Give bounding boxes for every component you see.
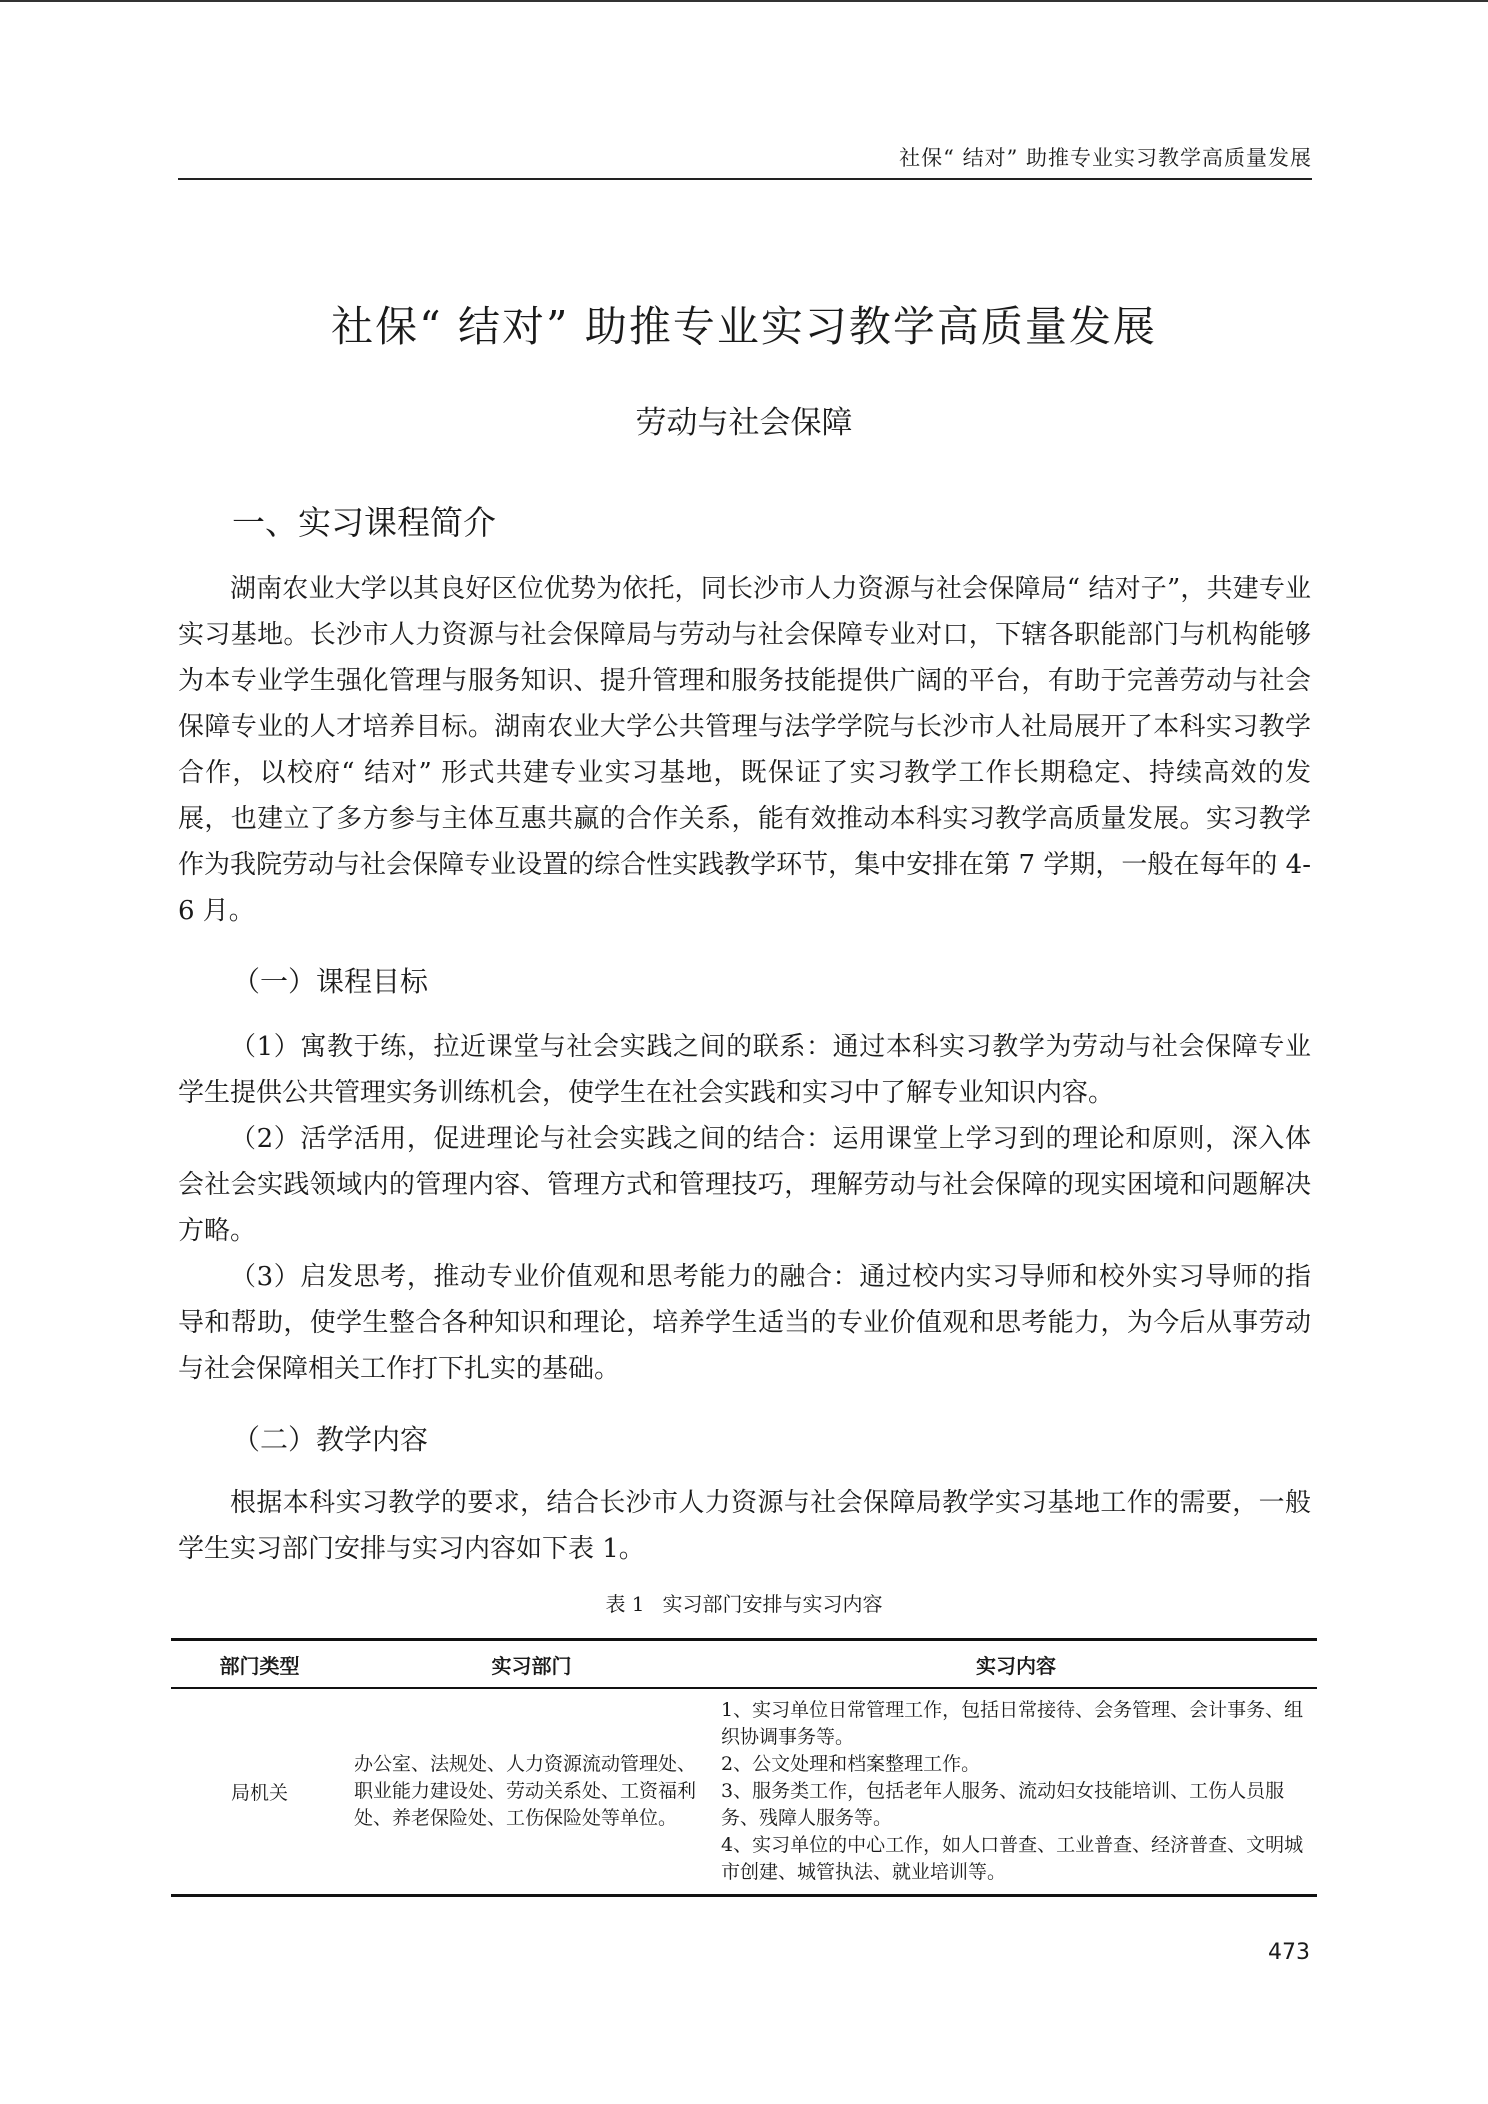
section-heading-intro: 一、实习课程简介 bbox=[232, 503, 496, 542]
table-header-row bbox=[171, 1640, 1317, 1689]
content-item: 2、公文处理和档案整理工作。 bbox=[721, 1753, 981, 1775]
column-header-content: 实习内容 bbox=[715, 1640, 1317, 1689]
subsection-heading-goals: （一）课程目标 bbox=[232, 965, 429, 998]
running-header: 社保“ 结对” 助推专业实习教学高质量发展 bbox=[178, 142, 1312, 180]
table-row bbox=[171, 1688, 1317, 1896]
goal-paragraph: （3）启发思考，推动专业价值观和思考能力的融合：通过校内实习导师和校外实习导师的指导和帮助，使学生整合各种知识和理论，培养学生适当的专业价值观和思考能力，为今后从事劳动与社会保障相关工作打下扎实的基础。 bbox=[178, 1262, 1311, 1384]
cell-department-type: 局机关 bbox=[230, 1782, 288, 1804]
page-title: 社保“ 结对” 助推专业实习教学高质量发展 bbox=[331, 302, 1157, 351]
cell-departments: 办公室、法规处、人力资源流动管理处、职业能力建设处、劳动关系处、工资福利处、养老保险处、工伤保险处等单位。 bbox=[354, 1753, 697, 1829]
table-caption-number: 表 1 bbox=[605, 1592, 645, 1616]
content-item: 4、实习单位的中心工作，如人口普查、工业普查、经济普查、文明城市创建、城管执法、就业培训等。 bbox=[721, 1834, 1304, 1883]
goal-paragraph: （2）活学活用，促进理论与社会实践之间的结合：运用课堂上学习到的理论和原则，深入体会社会实践领域内的管理内容、管理方式和管理技巧，理解劳动与社会保障的现实困境和问题解决方略。 bbox=[178, 1124, 1311, 1246]
subsection-heading-content: （二）教学内容 bbox=[232, 1423, 429, 1456]
content-paragraph: 根据本科实习教学的要求，结合长沙市人力资源与社会保障局教学实习基地工作的需要，一般学生实习部门安排与实习内容如下表 1。 bbox=[178, 1488, 1311, 1564]
page-subtitle: 劳动与社会保障 bbox=[635, 405, 853, 441]
table-caption-text: 实习部门安排与实习内容 bbox=[662, 1592, 883, 1616]
content-item: 1、实习单位日常管理工作，包括日常接待、会务管理、会计事务、组织协调事务等。 bbox=[721, 1699, 1304, 1748]
column-header-department: 实习部门 bbox=[348, 1640, 715, 1689]
cell-content bbox=[715, 1688, 1317, 1896]
column-header-type: 部门类型 bbox=[171, 1640, 348, 1689]
goal-paragraph: （1）寓教于练，拉近课堂与社会实践之间的联系：通过本科实习教学为劳动与社会保障专业学生提供公共管理实务训练机会，使学生在社会实践和实习中了解专业知识内容。 bbox=[178, 1032, 1311, 1108]
intro-paragraph: 湖南农业大学以其良好区位优势为依托，同长沙市人力资源与社会保障局“ 结对子”，共建专业实习基地。长沙市人力资源与社会保障局与劳动与社会保障专业对口，下辖各职能部门与机构能够为本专业学生强化管理与服务知识、提升管理和服务技能提供广阔的平台，有助于完善劳动与社会保障专业的人才培养目标。湖南农业大学公共管理与法学学院与长沙市人社局展开了本科实习教学合作，以校府“ 结对” 形式共建专业实习基地，既保证了实习教学工作长期稳定、持续高效的发展，也建立了多方参与主体互惠共赢的合作关系，能有效推动本科实习教学高质量发展。实习教学作为我院劳动与社会保障专业设置的综合性实践教学环节，集中安排在第 7 学期，一般在每年的 4-6 月。 bbox=[178, 574, 1311, 926]
content-item: 3、服务类工作，包括老年人服务、流动妇女技能培训、工伤人员服务、残障人服务等。 bbox=[721, 1780, 1285, 1829]
internship-table bbox=[171, 1638, 1317, 1897]
table-caption bbox=[0, 1588, 1488, 1617]
page-number: 473 bbox=[1268, 1940, 1310, 1965]
